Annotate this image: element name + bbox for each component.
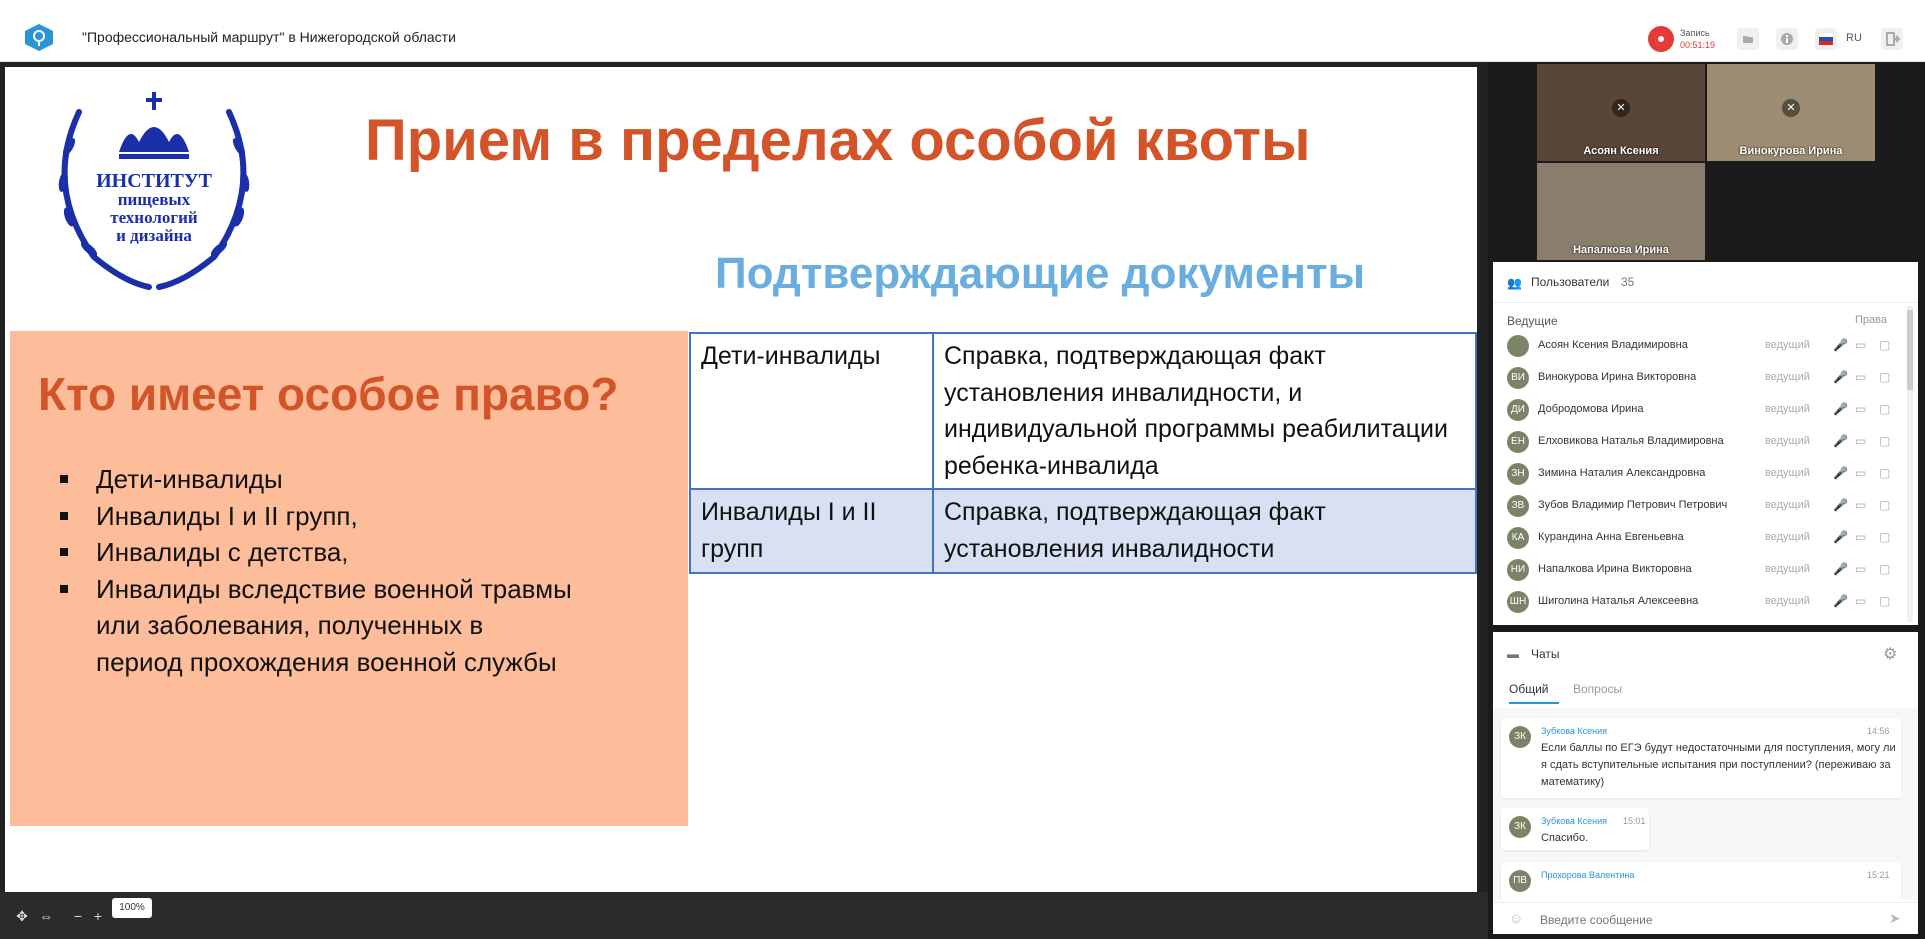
meeting-title: "Профессиональный маршрут" в Нижегородской области (82, 29, 456, 45)
video-tile[interactable] (1707, 64, 1875, 161)
table-cell-category: Инвалиды I и II групп (690, 489, 933, 573)
mic-icon[interactable]: 🎤 (1833, 434, 1848, 448)
presentation-stage (0, 62, 1488, 892)
send-icon[interactable]: ➤ (1889, 910, 1901, 926)
user-row[interactable] (1493, 426, 1903, 458)
institute-logo (39, 87, 269, 292)
message-time: 14:56 (1867, 726, 1890, 736)
video-name: Асоян Ксения (1583, 145, 1659, 157)
camera-icon[interactable]: ▭ (1855, 562, 1867, 576)
record-label: Запись (1680, 28, 1710, 38)
presentation-slide (5, 67, 1477, 892)
screen-share-icon[interactable]: ▢ (1879, 338, 1891, 352)
users-icon: 👥 (1507, 276, 1522, 290)
camera-icon[interactable]: ▭ (1855, 338, 1867, 352)
user-name: Шиголина Наталья Алексеевна (1538, 595, 1699, 607)
user-name: Зубов Владимир Петрович Петрович (1538, 499, 1728, 511)
camera-icon[interactable]: ▭ (1855, 530, 1867, 544)
user-role: ведущий (1765, 563, 1810, 575)
screen-share-icon[interactable]: ▢ (1879, 466, 1891, 480)
list-item: Инвалиды I и II групп, (60, 498, 576, 535)
chat-message (1501, 718, 1901, 798)
language-code[interactable]: RU (1846, 32, 1862, 44)
screen-share-icon[interactable]: ▢ (1879, 434, 1891, 448)
eligibility-heading: Кто имеет особое право? (38, 368, 619, 420)
record-icon[interactable] (1648, 26, 1674, 52)
screen-share-icon[interactable]: ▢ (1879, 498, 1891, 512)
avatar: ЕН (1507, 431, 1529, 453)
message-author[interactable]: Зубкова Ксения (1541, 816, 1608, 826)
user-role: ведущий (1765, 339, 1810, 351)
screen-share-icon[interactable]: ▢ (1879, 530, 1891, 544)
avatar: ЗВ (1507, 495, 1529, 517)
users-panel (1493, 262, 1918, 625)
mic-icon[interactable]: 🎤 (1833, 562, 1848, 576)
user-role: ведущий (1765, 371, 1810, 383)
camera-icon[interactable]: ▭ (1855, 370, 1867, 384)
avatar: ВИ (1507, 367, 1529, 389)
avatar: НИ (1507, 559, 1529, 581)
logo-line-1: ИНСТИТУТ (96, 170, 212, 192)
users-header (1493, 262, 1918, 303)
exit-icon[interactable] (1881, 28, 1903, 50)
zoom-in-button[interactable]: + (93, 908, 103, 924)
user-name: Елховикова Наталья Владимировна (1538, 435, 1724, 447)
screen-share-icon[interactable]: ▢ (1879, 594, 1891, 608)
table-cell-document: Справка, подтверждающая факт установления инвалидности, и индивидуальной программы реабилитации ребенка-инвалида (933, 333, 1476, 489)
emoji-icon[interactable]: ☺ (1509, 910, 1524, 926)
record-timer: 00:51:19 (1680, 40, 1716, 50)
list-item: Инвалиды вследствие военной травмы или заболевания, полученных в период прохождения военной службы (60, 571, 576, 681)
fit-icon[interactable]: ⇔ (39, 908, 53, 924)
logo-line-4: и дизайна (116, 226, 192, 245)
message-time: 15:21 (1867, 870, 1890, 880)
camera-icon[interactable]: ▭ (1855, 594, 1867, 608)
chat-icon: ▬ (1507, 647, 1519, 661)
message-author[interactable]: Прохорова Валентина (1541, 870, 1635, 880)
message-author[interactable]: Зубкова Ксения (1541, 726, 1608, 736)
user-row[interactable] (1493, 554, 1903, 586)
user-row[interactable] (1493, 330, 1903, 362)
user-role: ведущий (1765, 499, 1810, 511)
users-scrollbar[interactable] (1907, 306, 1913, 622)
table-cell-document: Справка, подтверждающая факт установления инвалидности (933, 489, 1476, 573)
camera-icon[interactable]: ▭ (1855, 434, 1867, 448)
chat-messages (1493, 708, 1918, 900)
avatar: ЗК (1509, 726, 1531, 748)
message-input[interactable] (1538, 909, 1872, 931)
avatar: ЗН (1507, 463, 1529, 485)
mic-muted-icon: ✕ (1612, 99, 1630, 117)
user-name: Зимина Наталия Александровна (1538, 467, 1706, 479)
hosts-group-label[interactable]: Ведущие (1507, 314, 1558, 328)
screen-share-icon[interactable]: ▢ (1879, 370, 1891, 384)
move-icon[interactable]: ✥ (16, 908, 28, 924)
user-row[interactable] (1493, 586, 1903, 618)
rights-label: Права (1855, 314, 1887, 326)
list-item: Дети-инвалиды (60, 461, 576, 498)
camera-icon[interactable]: ▭ (1855, 466, 1867, 480)
chat-message (1501, 808, 1649, 850)
message-text: Спасибо. (1541, 832, 1589, 844)
chats-panel (1493, 632, 1918, 934)
message-composer (1493, 902, 1918, 935)
screen-share-icon[interactable]: ▢ (1879, 402, 1891, 416)
user-row[interactable] (1493, 490, 1903, 522)
tab-questions[interactable]: Вопросы (1573, 682, 1623, 696)
table-row (690, 489, 1476, 573)
eligibility-list (60, 461, 576, 680)
user-row[interactable] (1493, 394, 1903, 426)
slide-title: Прием в пределах особой квоты (365, 108, 1311, 173)
user-name: Винокурова Ирина Викторовна (1538, 371, 1697, 383)
camera-icon[interactable]: ▭ (1855, 402, 1867, 416)
users-title: Пользователи (1531, 275, 1610, 289)
avatar: КА (1507, 527, 1529, 549)
logo-line-3: технологий (110, 208, 198, 227)
table-cell-category: Дети-инвалиды (690, 333, 933, 489)
zoom-level-field[interactable]: 100% (112, 898, 152, 918)
tab-general[interactable]: Общий (1509, 682, 1559, 704)
avatar: ДИ (1507, 399, 1529, 421)
mic-muted-icon: ✕ (1782, 99, 1800, 117)
user-name: Напалкова Ирина Викторовна (1538, 563, 1692, 575)
app-logo-icon[interactable] (22, 22, 56, 52)
gear-icon[interactable]: ⚙ (1883, 646, 1898, 663)
user-name: Курандина Анна Евгеньевна (1538, 531, 1684, 543)
table-row (690, 333, 1476, 489)
documents-table (689, 332, 1477, 574)
camera-icon[interactable]: ▭ (1855, 498, 1867, 512)
video-name: Винокурова Ирина (1739, 145, 1843, 157)
mic-icon[interactable]: 🎤 (1833, 338, 1848, 352)
user-name: Добродомова Ирина (1538, 403, 1644, 415)
mic-icon[interactable]: 🎤 (1833, 530, 1848, 544)
video-tile[interactable] (1537, 64, 1705, 161)
avatar: ЗК (1509, 816, 1531, 838)
mic-icon[interactable]: 🎤 (1833, 402, 1848, 416)
user-role: ведущий (1765, 435, 1810, 447)
user-role: ведущий (1765, 467, 1810, 479)
presentation-toolbar (0, 892, 1488, 939)
list-item: Инвалиды с детства, (60, 534, 576, 571)
screen-share-icon[interactable]: ▢ (1879, 562, 1891, 576)
user-row[interactable] (1493, 522, 1903, 554)
slide-subtitle: Подтверждающие документы (715, 249, 1366, 298)
chats-title: Чаты (1531, 647, 1560, 661)
user-role: ведущий (1765, 595, 1810, 607)
chat-message (1501, 862, 1901, 900)
user-row[interactable] (1493, 362, 1903, 394)
user-role: ведущий (1765, 403, 1810, 415)
video-name: Напалкова Ирина (1573, 244, 1669, 256)
mic-icon[interactable]: 🎤 (1833, 594, 1848, 608)
logo-line-2: пищевых (117, 190, 191, 209)
avatar: ШН (1507, 591, 1529, 613)
info-icon[interactable] (1776, 28, 1798, 50)
users-count: 35 (1621, 275, 1635, 289)
zoom-out-button[interactable]: − (73, 908, 83, 924)
mic-icon[interactable]: 🎤 (1833, 466, 1848, 480)
eligibility-panel (10, 331, 688, 826)
user-row[interactable] (1493, 458, 1903, 490)
avatar: ПВ (1509, 870, 1531, 892)
message-time: 15:01 (1623, 816, 1646, 826)
video-tile[interactable] (1537, 163, 1705, 260)
folder-icon[interactable] (1737, 28, 1759, 50)
user-role: ведущий (1765, 531, 1810, 543)
mic-icon[interactable]: 🎤 (1833, 498, 1848, 512)
avatar (1507, 335, 1529, 357)
language-flag-icon[interactable] (1815, 28, 1837, 50)
top-bar (0, 0, 1925, 62)
user-name: Асоян Ксения Владимировна (1538, 339, 1688, 351)
message-text: Если баллы по ЕГЭ будут недостаточными для поступления, могу ли я сдать вступительные испытания при поступлении? (переживаю за математику) (1541, 742, 1896, 788)
mic-icon[interactable]: 🎤 (1833, 370, 1848, 384)
